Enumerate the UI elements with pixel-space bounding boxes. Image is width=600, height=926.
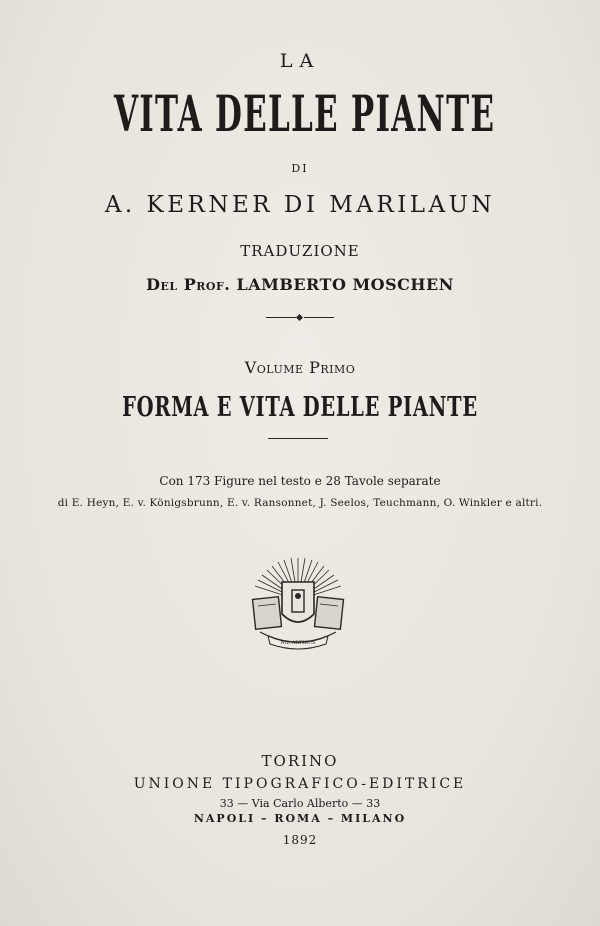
by-label: DI xyxy=(291,162,309,175)
book-title: VITA DELLE PIANTE xyxy=(114,84,496,143)
publisher-address: 33 — Via Carlo Alberto — 33 xyxy=(219,797,381,810)
publisher-name: UNIONE TIPOGRAFICO-EDITRICE xyxy=(133,776,467,792)
volume-subtitle: FORMA E VITA DELLE PIANTE xyxy=(122,392,478,423)
imprint-city: TORINO xyxy=(261,752,339,770)
figures-note: Con 173 Figure nel testo e 28 Tavole separate xyxy=(159,474,441,488)
ornament-divider xyxy=(266,316,334,320)
emblem-motto: NIL ARTIBUS xyxy=(280,640,316,646)
translator-line xyxy=(0,275,600,294)
artists-note: di E. Heyn, E. v. Königsbrunn, E. v. Ransonnet, J. Seelos, Teuchmann, O. Winkler e altri. xyxy=(57,497,543,509)
rule-divider xyxy=(268,438,328,439)
publication-year: 1892 xyxy=(282,833,318,847)
title-article: LA xyxy=(279,50,321,72)
branch-cities: NAPOLI – ROMA – MILANO xyxy=(193,812,407,825)
translator-name: LAMBERTO MOSCHEN xyxy=(236,275,454,294)
translator-prefix: Del Prof. xyxy=(146,275,231,294)
volume-label: Volume Primo xyxy=(244,358,356,377)
author-name: A. KERNER DI MARILAUN xyxy=(104,192,496,218)
translation-label: TRADUZIONE xyxy=(240,242,360,260)
publisher-emblem-icon xyxy=(248,556,348,656)
